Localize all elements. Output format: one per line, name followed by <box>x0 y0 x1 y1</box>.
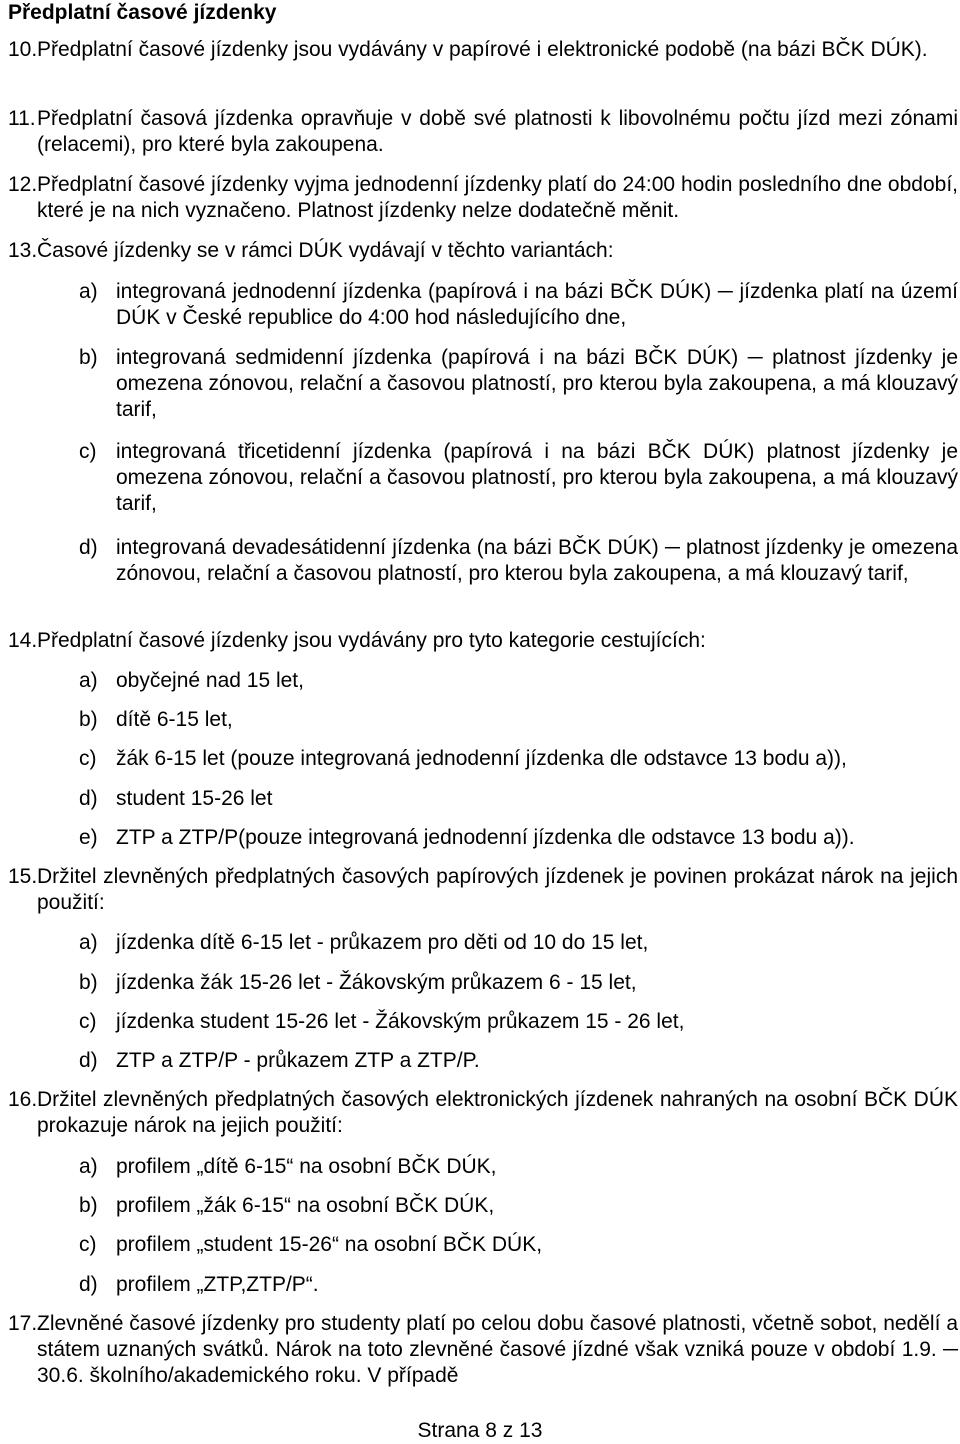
list-label: a) <box>79 669 98 692</box>
list-text: dítě 6-15 let, <box>116 708 233 731</box>
list-item <box>79 970 958 996</box>
paragraph-text: Držitel zlevněných předplatných časových papírových jízdenek je povinen prokázat nárok na jejich použití: <box>37 865 958 914</box>
list-text: profilem „žák 6-15“ na osobní BČK DÚK, <box>116 1194 495 1217</box>
paragraph-text: Předplatní časové jízdenky jsou vydávány pro tyto kategorie cestujících: <box>37 629 706 652</box>
paragraph-number: 15. <box>8 865 38 888</box>
list-item <box>79 1009 958 1035</box>
list-label: e) <box>79 826 98 849</box>
list-item <box>79 1048 958 1074</box>
list-label: c) <box>79 440 97 463</box>
list-label: d) <box>79 787 98 810</box>
paragraph-number: 14. <box>8 629 38 652</box>
list-text: obyčejné nad 15 let, <box>116 669 304 692</box>
page-footer: Strana 8 z 13 <box>417 1419 543 1442</box>
list-item <box>79 746 958 772</box>
list-item <box>79 930 958 956</box>
paragraph-12 <box>8 172 958 224</box>
paragraph-number: 12. <box>8 173 38 196</box>
list-text: student 15-26 let <box>116 787 273 810</box>
list-label: c) <box>79 1233 97 1256</box>
list-item <box>79 668 958 694</box>
list-label: d) <box>79 536 98 559</box>
paragraph-text: Časové jízdenky se v rámci DÚK vydávají v těchto variantách: <box>37 239 614 262</box>
list-text: jízdenka dítě 6-15 let - průkazem pro děti od 10 do 15 let, <box>116 931 649 954</box>
paragraph-17 <box>8 1311 958 1389</box>
paragraph-number: 13. <box>8 239 38 262</box>
paragraph-13 <box>8 238 958 264</box>
list-text: žák 6-15 let (pouze integrovaná jednodenní jízdenka dle odstavce 13 bodu a)), <box>116 747 847 770</box>
list-text: integrovaná jednodenní jízdenka (papírová i na bázi BČK DÚK) ─ jízdenka platí na území DÚK v České republice do 4:00 hod následujícího dne, <box>116 280 958 329</box>
list-item <box>79 345 958 423</box>
list-item <box>79 535 958 587</box>
list-item <box>79 279 958 331</box>
list-label: a) <box>79 931 98 954</box>
list-label: a) <box>79 1155 98 1178</box>
paragraph-10 <box>8 37 958 63</box>
list-text: ZTP a ZTP/P - průkazem ZTP a ZTP/P. <box>116 1049 480 1072</box>
list-text: ZTP a ZTP/P(pouze integrovaná jednodenní jízdenka dle odstavce 13 bodu a)). <box>116 826 855 849</box>
paragraph-text: Předplatní časová jízdenka opravňuje v době své platnosti k libovolnému počtu jízd mezi zónami (relacemi), pro které byla zakoupena. <box>37 107 958 156</box>
list-text: integrovaná třicetidenní jízdenka (papírová i na bázi BČK DÚK) platnost jízdenky je omezena zónovou, relační a časovou platností, pro kterou byla zakoupena, a má klouzavý tarif, <box>116 440 958 515</box>
list-item <box>79 707 958 733</box>
list-label: d) <box>79 1273 98 1296</box>
list-label: c) <box>79 1010 97 1033</box>
paragraph-text: Zlevněné časové jízdenky pro studenty platí po celou dobu časové platnosti, včetně sobot, nedělí a státem uznaných svátků. Nárok na toto zlevněné časové jízdné však vzniká pouze v období 1.9. ─ 30.6. školního/akademického roku. V případě <box>37 1312 958 1387</box>
list-text: jízdenka student 15-26 let - Žákovským průkazem 15 - 26 let, <box>116 1010 685 1033</box>
list-label: b) <box>79 1194 98 1217</box>
paragraph-16 <box>8 1087 958 1139</box>
paragraph-number: 16. <box>8 1088 38 1111</box>
section-heading: Předplatní časové jízdenky <box>8 1 277 24</box>
list-item <box>79 1272 958 1298</box>
list-label: d) <box>79 1049 98 1072</box>
list-item <box>79 825 958 851</box>
list-text: profilem „dítě 6-15“ na osobní BČK DÚK, <box>116 1155 497 1178</box>
list-text: jízdenka žák 15-26 let - Žákovským průkazem 6 - 15 let, <box>116 971 637 994</box>
list-label: b) <box>79 971 98 994</box>
list-item <box>79 1232 958 1258</box>
paragraph-text: Předplatní časové jízdenky vyjma jednodenní jízdenky platí do 24:00 hodin posledního dne období, které je na nich vyznačeno. Platnost jízdenky nelze dodatečně měnit. <box>37 173 958 222</box>
list-item <box>79 439 958 517</box>
paragraph-text: Předplatní časové jízdenky jsou vydávány v papírové i elektronické podobě (na bázi BČK DÚK). <box>37 38 928 61</box>
paragraph-number: 17. <box>8 1312 38 1335</box>
paragraph-14 <box>8 628 958 654</box>
paragraph-15 <box>8 864 958 916</box>
list-label: b) <box>79 346 98 369</box>
paragraph-number: 10. <box>8 38 38 61</box>
paragraph-11 <box>8 106 958 158</box>
list-item <box>79 786 958 812</box>
list-text: profilem „ZTP,ZTP/P“. <box>116 1273 319 1296</box>
list-item <box>79 1193 958 1219</box>
paragraph-number: 11. <box>8 107 36 130</box>
list-label: c) <box>79 747 97 770</box>
list-text: profilem „student 15-26“ na osobní BČK DÚK, <box>116 1233 543 1256</box>
list-text: integrovaná devadesátidenní jízdenka (na bázi BČK DÚK) ─ platnost jízdenky je omezena zónovou, relační a časovou platností, pro kterou byla zakoupena, a má klouzavý tarif, <box>116 536 958 585</box>
list-label: b) <box>79 708 98 731</box>
list-item <box>79 1154 958 1180</box>
list-label: a) <box>79 280 98 303</box>
paragraph-text: Držitel zlevněných předplatných časových elektronických jízdenek nahraných na osobní BČK DÚK prokazuje nárok na jejich použití: <box>37 1088 958 1137</box>
list-text: integrovaná sedmidenní jízdenka (papírová i na bázi BČK DÚK) ─ platnost jízdenky je omezena zónovou, relační a časovou platností, pro kterou byla zakoupena, a má klouzavý tarif, <box>116 346 958 421</box>
